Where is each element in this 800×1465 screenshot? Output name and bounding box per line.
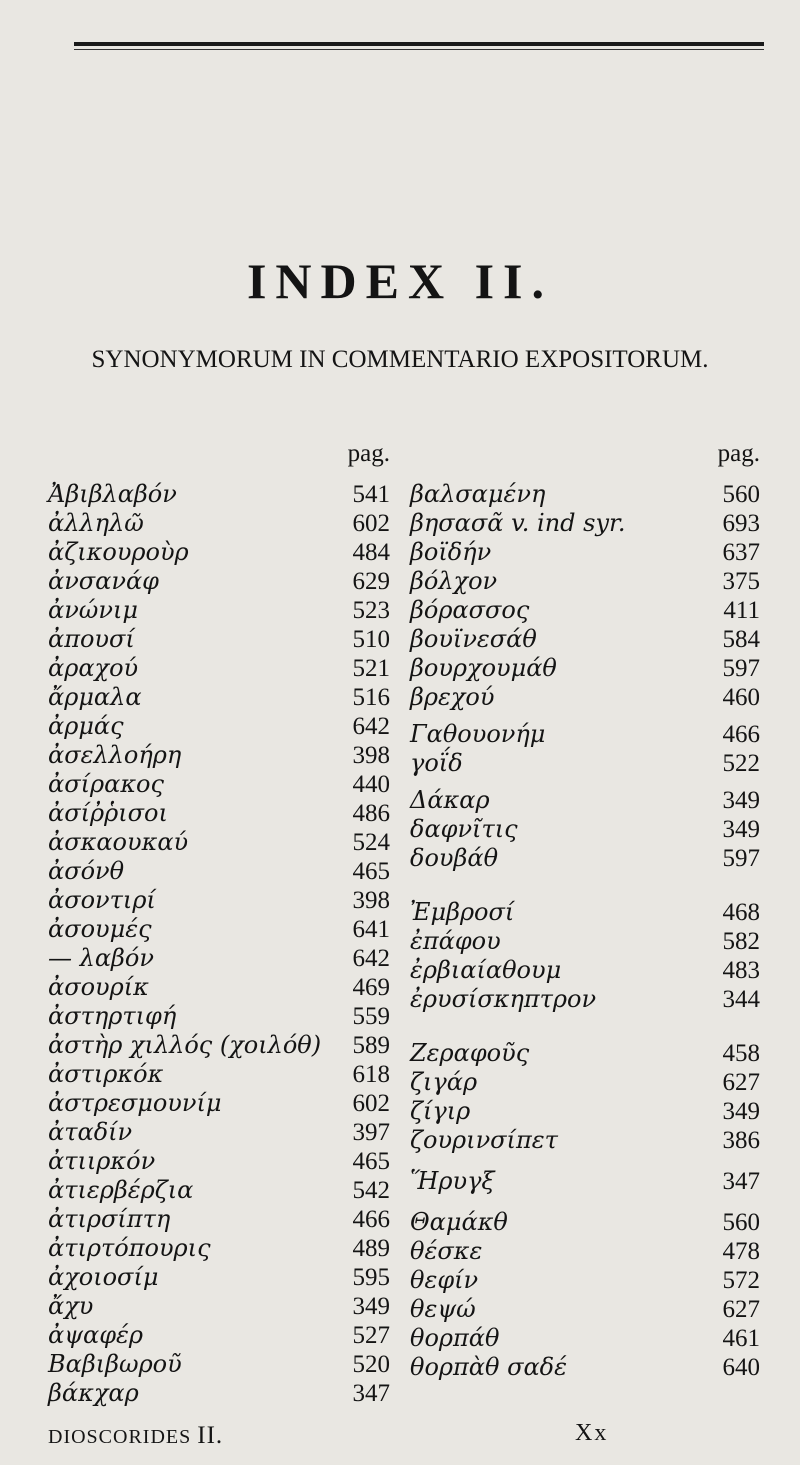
footer-signature: Xx xyxy=(575,1420,609,1446)
entry-page: 542 xyxy=(352,1177,390,1204)
entry-term: ἀνώνιμ xyxy=(48,596,138,624)
index-entry xyxy=(410,786,760,815)
index-entry xyxy=(410,1068,760,1097)
index-entry xyxy=(410,1237,760,1266)
index-entry xyxy=(48,1263,390,1292)
index-entry xyxy=(48,828,390,857)
entry-page: 349 xyxy=(722,787,760,814)
entry-page: 460 xyxy=(722,684,760,711)
entry-term: βησασᾶ v. ind syr. xyxy=(410,509,626,537)
entry-term: Ἥρυγξ xyxy=(410,1167,495,1195)
entry-term: ἀσελλοήρη xyxy=(48,741,182,769)
entry-term: γοΐδ xyxy=(410,749,463,777)
entry-term: Θαμάκθ xyxy=(410,1208,508,1236)
entry-page: 627 xyxy=(722,1069,760,1096)
entry-page: 627 xyxy=(722,1296,760,1323)
index-entry xyxy=(48,1234,390,1263)
entry-term: ἀτιερβέρζια xyxy=(48,1176,194,1204)
footer-book xyxy=(48,1422,223,1450)
entry-term: θεψώ xyxy=(410,1295,476,1323)
entry-page: 541 xyxy=(352,481,390,508)
index-entry xyxy=(410,625,760,654)
index-entry xyxy=(48,683,390,712)
index-entry xyxy=(410,1353,760,1382)
entry-term: βαλσαμένη xyxy=(410,480,546,508)
index-entry xyxy=(48,799,390,828)
entry-page: 582 xyxy=(722,928,760,955)
entry-page: 597 xyxy=(722,845,760,872)
index-entry xyxy=(410,1295,760,1324)
index-entry xyxy=(410,1324,760,1353)
index-entry xyxy=(410,815,760,844)
entry-page: 524 xyxy=(352,829,390,856)
index-entry xyxy=(48,1205,390,1234)
entry-page: 478 xyxy=(722,1238,760,1265)
entry-page: 641 xyxy=(352,916,390,943)
entry-page: 559 xyxy=(352,1003,390,1030)
entry-term: ἀσίρακος xyxy=(48,770,164,798)
entry-page: 637 xyxy=(722,539,760,566)
index-entry xyxy=(410,720,760,749)
entry-page: 398 xyxy=(352,887,390,914)
index-entry xyxy=(48,1118,390,1147)
entry-page: 465 xyxy=(352,858,390,885)
index-entry xyxy=(48,596,390,625)
entry-page: 484 xyxy=(352,539,390,566)
entry-term: δουβάθ xyxy=(410,844,499,872)
entry-term: Βαβιβωροῦ xyxy=(48,1350,182,1378)
index-entry xyxy=(48,857,390,886)
index-entry xyxy=(410,538,760,567)
entry-term: ζίγιρ xyxy=(410,1097,471,1125)
entry-term: ἀτιρτόπουρις xyxy=(48,1234,211,1262)
entry-page: 440 xyxy=(352,771,390,798)
index-entry xyxy=(410,1167,760,1196)
entry-term: ἀχοιοσίμ xyxy=(48,1263,159,1291)
entry-term: βουρχουμάθ xyxy=(410,654,557,682)
index-entry xyxy=(48,567,390,596)
entry-term: βρεχού xyxy=(410,683,495,711)
index-entry xyxy=(410,985,760,1014)
index-entry xyxy=(48,480,390,509)
entry-term: ἀσκαουκαύ xyxy=(48,828,189,856)
entry-page: 510 xyxy=(352,626,390,653)
entry-term: ἐρβιαίαθουμ xyxy=(410,956,562,984)
entry-page: 347 xyxy=(352,1380,390,1407)
index-entry xyxy=(410,596,760,625)
index-entry xyxy=(48,1321,390,1350)
index-entry xyxy=(48,944,390,973)
entry-page: 520 xyxy=(352,1351,390,1378)
entry-page: 349 xyxy=(352,1293,390,1320)
entry-term: Ἐμβροσί xyxy=(410,898,515,926)
entry-term: ἐπάφου xyxy=(410,927,501,955)
index-entry xyxy=(48,973,390,1002)
index-entry xyxy=(48,886,390,915)
index-entry xyxy=(410,898,760,927)
index-entry xyxy=(410,1126,760,1155)
entry-page: 597 xyxy=(722,655,760,682)
entry-page: 618 xyxy=(352,1061,390,1088)
entry-term: ἀρμάς xyxy=(48,712,124,740)
entry-term: ἄχυ xyxy=(48,1292,94,1320)
index-entry xyxy=(410,749,760,778)
index-entry xyxy=(48,1147,390,1176)
entry-page: 469 xyxy=(352,974,390,1001)
entry-term: ἀσουρίκ xyxy=(48,973,149,1001)
entry-term: ἀσίῤῥισοι xyxy=(48,799,168,827)
index-entry xyxy=(410,683,760,712)
entry-term: ἀταδίν xyxy=(48,1118,133,1146)
entry-page: 349 xyxy=(722,1098,760,1125)
entry-page: 458 xyxy=(722,1040,760,1067)
entry-page: 411 xyxy=(723,597,760,624)
entry-term: ἀπουσί xyxy=(48,625,135,653)
entry-page: 642 xyxy=(352,945,390,972)
entry-term: ἀτιρσίπτη xyxy=(48,1205,171,1233)
index-entry xyxy=(410,927,760,956)
entry-term: ἀψαφέρ xyxy=(48,1321,144,1349)
entry-term: βόρασσος xyxy=(410,596,530,624)
index-entry xyxy=(48,712,390,741)
index-entry xyxy=(48,1089,390,1118)
entry-page: 602 xyxy=(352,510,390,537)
entry-term: ἀσουμές xyxy=(48,915,152,943)
index-entry xyxy=(48,741,390,770)
index-entry xyxy=(48,1002,390,1031)
entry-term: δαφνῖτις xyxy=(410,815,518,843)
entry-page: 486 xyxy=(352,800,390,827)
entry-term: Ἀβιβλαβόν xyxy=(48,480,177,508)
entry-term: Γαθουονήμ xyxy=(410,720,546,748)
index-entry xyxy=(48,1350,390,1379)
entry-term: Ζεραφοῦς xyxy=(410,1039,530,1067)
entry-page: 560 xyxy=(722,481,760,508)
index-entry xyxy=(48,654,390,683)
index-entry xyxy=(48,770,390,799)
entry-page: 483 xyxy=(722,957,760,984)
index-entry xyxy=(410,480,760,509)
entry-page: 584 xyxy=(722,626,760,653)
footer-volume: II. xyxy=(197,1422,224,1449)
entry-term: ἀσόνθ xyxy=(48,857,125,885)
entry-term: ἀστὴρ χιλλός (χοιλόθ) xyxy=(48,1031,322,1059)
entry-page: 398 xyxy=(352,742,390,769)
entry-term: — λαβόν xyxy=(48,944,154,972)
entry-page: 629 xyxy=(352,568,390,595)
entry-page: 602 xyxy=(352,1090,390,1117)
top-rule xyxy=(74,42,764,46)
entry-term: ἀστιρκόκ xyxy=(48,1060,164,1088)
entry-page: 640 xyxy=(722,1354,760,1381)
entry-term: θορπὰθ σαδέ xyxy=(410,1353,567,1381)
entry-page: 375 xyxy=(722,568,760,595)
right-pag-label: pag. xyxy=(717,440,760,467)
index-entry xyxy=(48,1292,390,1321)
entry-term: θορπάθ xyxy=(410,1324,500,1352)
entry-page: 386 xyxy=(722,1127,760,1154)
entry-term: ἀζικουροὺρ xyxy=(48,538,189,566)
entry-term: θεφίν xyxy=(410,1266,479,1294)
entry-page: 344 xyxy=(722,986,760,1013)
index-entry xyxy=(410,654,760,683)
entry-page: 349 xyxy=(722,816,760,843)
index-entry xyxy=(410,1266,760,1295)
entry-page: 572 xyxy=(722,1267,760,1294)
entry-term: ζουρινσίπετ xyxy=(410,1126,558,1154)
entry-page: 527 xyxy=(352,1322,390,1349)
index-entry xyxy=(48,915,390,944)
entry-page: 466 xyxy=(352,1206,390,1233)
entry-page: 642 xyxy=(352,713,390,740)
entry-term: ἀστρεσμουνίμ xyxy=(48,1089,222,1117)
index-entry xyxy=(48,1176,390,1205)
entry-term: βουϊνεσάθ xyxy=(410,625,537,653)
index-entry xyxy=(410,1039,760,1068)
entry-term: ἀνσανάφ xyxy=(48,567,159,595)
entry-term: Δάκαρ xyxy=(410,786,490,814)
entry-term: βοϊδήν xyxy=(410,538,492,566)
entry-page: 523 xyxy=(352,597,390,624)
entry-page: 468 xyxy=(722,899,760,926)
entry-term: ζιγάρ xyxy=(410,1068,478,1096)
entry-page: 397 xyxy=(352,1119,390,1146)
index-title: INDEX II. xyxy=(246,253,554,309)
entry-term: ἀστηρτιφή xyxy=(48,1002,177,1030)
entry-page: 465 xyxy=(352,1148,390,1175)
index-entry xyxy=(48,1379,390,1408)
index-entry xyxy=(48,625,390,654)
top-rule-thin xyxy=(74,49,764,50)
entry-term: ἐρυσίσκηπτρον xyxy=(410,985,597,1013)
entry-page: 461 xyxy=(722,1325,760,1352)
entry-term: θέσκε xyxy=(410,1237,483,1265)
index-entry xyxy=(410,844,760,873)
entry-term: ἀτιιρκόν xyxy=(48,1147,156,1175)
entry-page: 595 xyxy=(352,1264,390,1291)
index-entry xyxy=(48,538,390,567)
index-entry xyxy=(410,509,760,538)
entry-term: ἄρμαλα xyxy=(48,683,142,711)
entry-page: 522 xyxy=(722,750,760,777)
index-entry xyxy=(48,1060,390,1089)
index-subtitle: SYNONYMORUM IN COMMENTARIO EXPOSITORUM. xyxy=(91,346,709,373)
index-entry xyxy=(410,1097,760,1126)
index-entry xyxy=(410,567,760,596)
index-entry xyxy=(410,956,760,985)
entry-page: 589 xyxy=(352,1032,390,1059)
left-pag-label: pag. xyxy=(347,440,390,467)
entry-term: ἀραχού xyxy=(48,654,139,682)
entry-term: ἀλληλῶ xyxy=(48,509,144,537)
entry-page: 516 xyxy=(352,684,390,711)
entry-term: βόλχον xyxy=(410,567,498,595)
index-entry xyxy=(48,1031,390,1060)
entry-page: 521 xyxy=(352,655,390,682)
entry-term: ἀσοντιρί xyxy=(48,886,156,914)
entry-term: βάκχαρ xyxy=(48,1379,139,1407)
entry-page: 560 xyxy=(722,1209,760,1236)
footer-book-name: DIOSCORIDES xyxy=(48,1426,192,1448)
entry-page: 466 xyxy=(722,721,760,748)
index-entry xyxy=(48,509,390,538)
entry-page: 489 xyxy=(352,1235,390,1262)
entry-page: 693 xyxy=(722,510,760,537)
index-entry xyxy=(410,1208,760,1237)
entry-page: 347 xyxy=(722,1168,760,1195)
